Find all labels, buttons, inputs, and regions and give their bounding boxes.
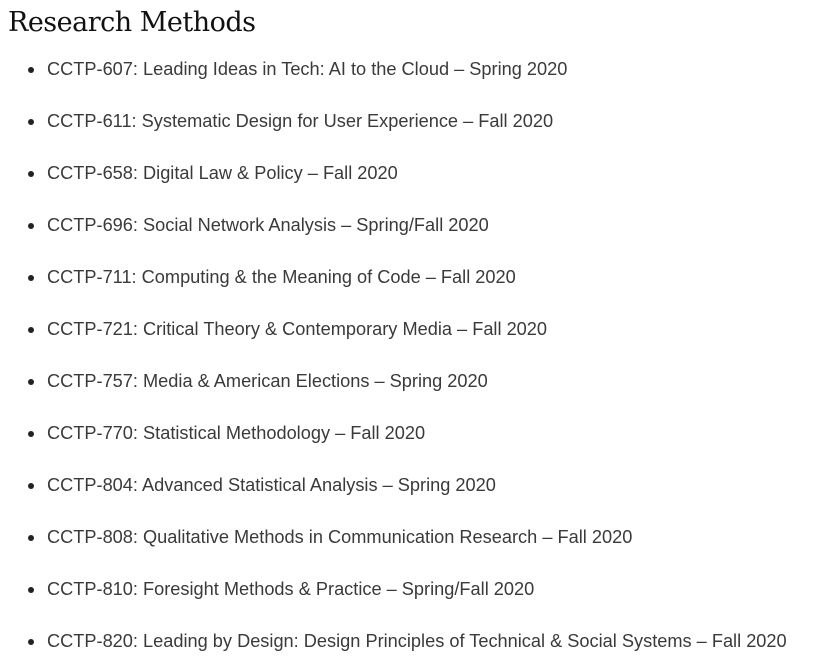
bullet-icon xyxy=(28,275,34,281)
course-item-label: CCTP-611: Systematic Design for User Experience – Fall 2020 xyxy=(47,111,554,131)
list-item xyxy=(0,54,824,106)
list-item xyxy=(0,574,824,626)
bullet-icon xyxy=(28,327,34,333)
list-item xyxy=(0,262,824,314)
list-item xyxy=(0,522,824,574)
list-item xyxy=(0,366,824,418)
course-item-label: CCTP-711: Computing & the Meaning of Code – Fall 2020 xyxy=(47,267,516,287)
bullet-icon xyxy=(28,639,34,645)
bullet-icon xyxy=(28,431,34,437)
list-item xyxy=(0,106,824,158)
bullet-icon xyxy=(28,379,34,385)
list-item xyxy=(0,626,824,658)
course-item-label: CCTP-810: Foresight Methods & Practice – Spring/Fall 2020 xyxy=(47,579,535,599)
list-item xyxy=(0,418,824,470)
course-item-label: CCTP-721: Critical Theory & Contemporary Media – Fall 2020 xyxy=(47,319,548,339)
bullet-icon xyxy=(28,171,34,177)
course-item-label: CCTP-820: Leading by Design: Design Principles of Technical & Social Systems – Fall 2020 xyxy=(47,631,787,651)
course-item-label: CCTP-770: Statistical Methodology – Fall 2020 xyxy=(47,423,426,443)
list-item xyxy=(0,314,824,366)
bullet-icon xyxy=(28,119,34,125)
bullet-icon xyxy=(28,535,34,541)
list-item xyxy=(0,158,824,210)
section-heading: Research Methods xyxy=(8,7,256,38)
bullet-icon xyxy=(28,587,34,593)
course-item-label: CCTP-804: Advanced Statistical Analysis – Spring 2020 xyxy=(47,475,496,495)
course-item-label: CCTP-696: Social Network Analysis – Spring/Fall 2020 xyxy=(47,215,489,235)
list-item xyxy=(0,470,824,522)
course-item-label: CCTP-658: Digital Law & Policy – Fall 2020 xyxy=(47,163,398,183)
course-item-label: CCTP-607: Leading Ideas in Tech: AI to the Cloud – Spring 2020 xyxy=(47,59,568,79)
bullet-icon xyxy=(28,67,34,73)
list-item xyxy=(0,210,824,262)
bullet-icon xyxy=(28,483,34,489)
course-list xyxy=(0,54,824,658)
course-item-label: CCTP-757: Media & American Elections – Spring 2020 xyxy=(47,371,488,391)
bullet-icon xyxy=(28,223,34,229)
course-item-label: CCTP-808: Qualitative Methods in Communication Research – Fall 2020 xyxy=(47,527,633,547)
